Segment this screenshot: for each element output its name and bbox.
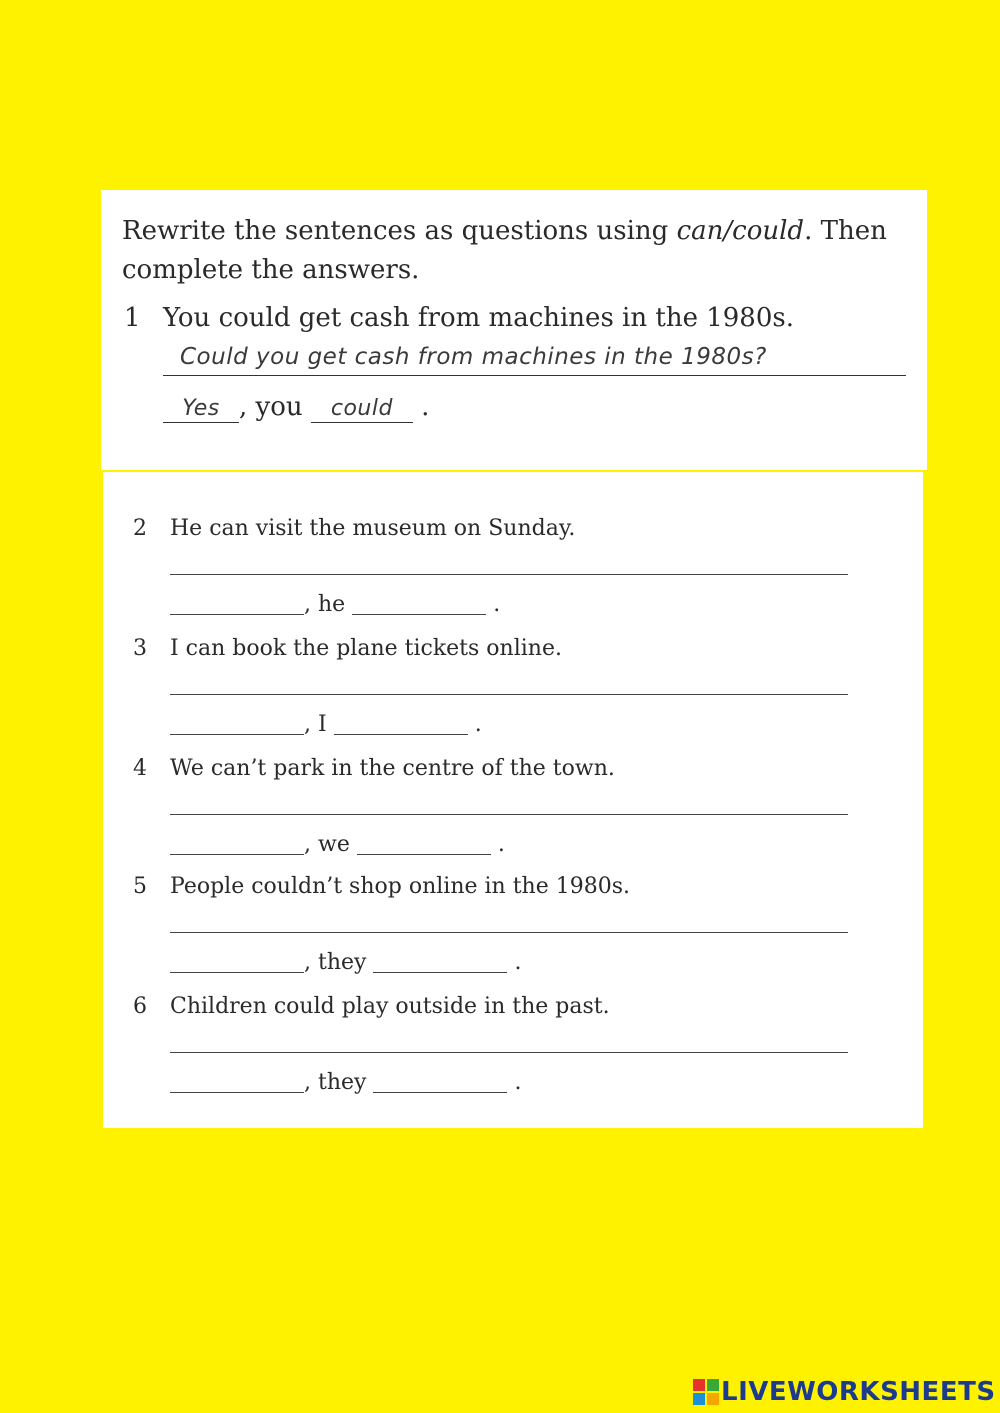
answer-line[interactable] — [170, 694, 848, 695]
short-answer — [170, 712, 482, 737]
question-number: 5 — [133, 874, 147, 899]
example-short-first: Yes — [163, 396, 239, 423]
short-answer-end: . — [514, 950, 522, 975]
question-sentence: We can’t park in the centre of the town. — [170, 756, 615, 781]
answer-line[interactable] — [170, 1052, 848, 1053]
question-number: 3 — [133, 636, 147, 661]
short-answer-pronoun: , we — [304, 832, 350, 857]
example-answer-question: Could you get cash from machines in the 1980s? — [180, 344, 767, 370]
short-answer-end: . — [514, 1070, 522, 1095]
example-short-pronoun: , you — [239, 392, 303, 422]
short-answer-end: . — [493, 592, 501, 617]
short-answer — [170, 832, 505, 857]
instructions-text-1: Rewrite the sentences as questions using — [122, 216, 677, 246]
short-answer-blank-1[interactable] — [170, 1070, 304, 1093]
liveworksheets-icon — [693, 1379, 719, 1405]
short-answer-pronoun: , they — [304, 950, 367, 975]
instructions — [122, 212, 912, 290]
short-answer-pronoun: , he — [304, 592, 346, 617]
instructions-text-2: . Then complete the answers. — [122, 216, 887, 285]
short-answer-blank-2[interactable] — [352, 592, 486, 615]
question-number: 6 — [133, 994, 147, 1019]
answer-line[interactable] — [170, 814, 848, 815]
answer-line[interactable] — [170, 932, 848, 933]
short-answer-pronoun: , I — [304, 712, 327, 737]
short-answer-blank-2[interactable] — [334, 712, 468, 735]
short-answer-blank-1[interactable] — [170, 832, 304, 855]
short-answer-blank-1[interactable] — [170, 592, 304, 615]
answer-line[interactable] — [170, 574, 848, 575]
short-answer-end: . — [497, 832, 505, 857]
short-answer-end: . — [474, 712, 482, 737]
example-number: 1 — [124, 303, 141, 333]
short-answer-blank-2[interactable] — [357, 832, 491, 855]
short-answer — [170, 592, 500, 617]
question-number: 4 — [133, 756, 147, 781]
short-answer-blank-2[interactable] — [373, 950, 507, 973]
question-sentence: I can book the plane tickets online. — [170, 636, 562, 661]
question-number: 2 — [133, 516, 147, 541]
short-answer — [170, 950, 521, 975]
question-4 — [0, 756, 1000, 866]
question-2 — [0, 516, 1000, 626]
liveworksheets-wordmark: LIVEWORKSHEETS — [721, 1377, 996, 1407]
example-answer-line — [163, 375, 906, 376]
question-sentence: People couldn’t shop online in the 1980s. — [170, 874, 631, 899]
short-answer — [170, 1070, 521, 1095]
question-5 — [0, 874, 1000, 984]
instructions-emphasis: can/could — [676, 216, 805, 246]
short-answer-pronoun: , they — [304, 1070, 367, 1095]
short-answer-blank-2[interactable] — [373, 1070, 507, 1093]
short-answer-blank-1[interactable] — [170, 712, 304, 735]
example-short-second: could — [311, 396, 413, 423]
example-sentence: You could get cash from machines in the 1980s. — [163, 303, 794, 333]
short-answer-blank-1[interactable] — [170, 950, 304, 973]
question-3 — [0, 636, 1000, 746]
question-sentence: He can visit the museum on Sunday. — [170, 516, 576, 541]
example-short-end: . — [421, 392, 430, 422]
example-short-answer — [163, 392, 429, 423]
question-6 — [0, 994, 1000, 1104]
question-sentence: Children could play outside in the past. — [170, 994, 610, 1019]
